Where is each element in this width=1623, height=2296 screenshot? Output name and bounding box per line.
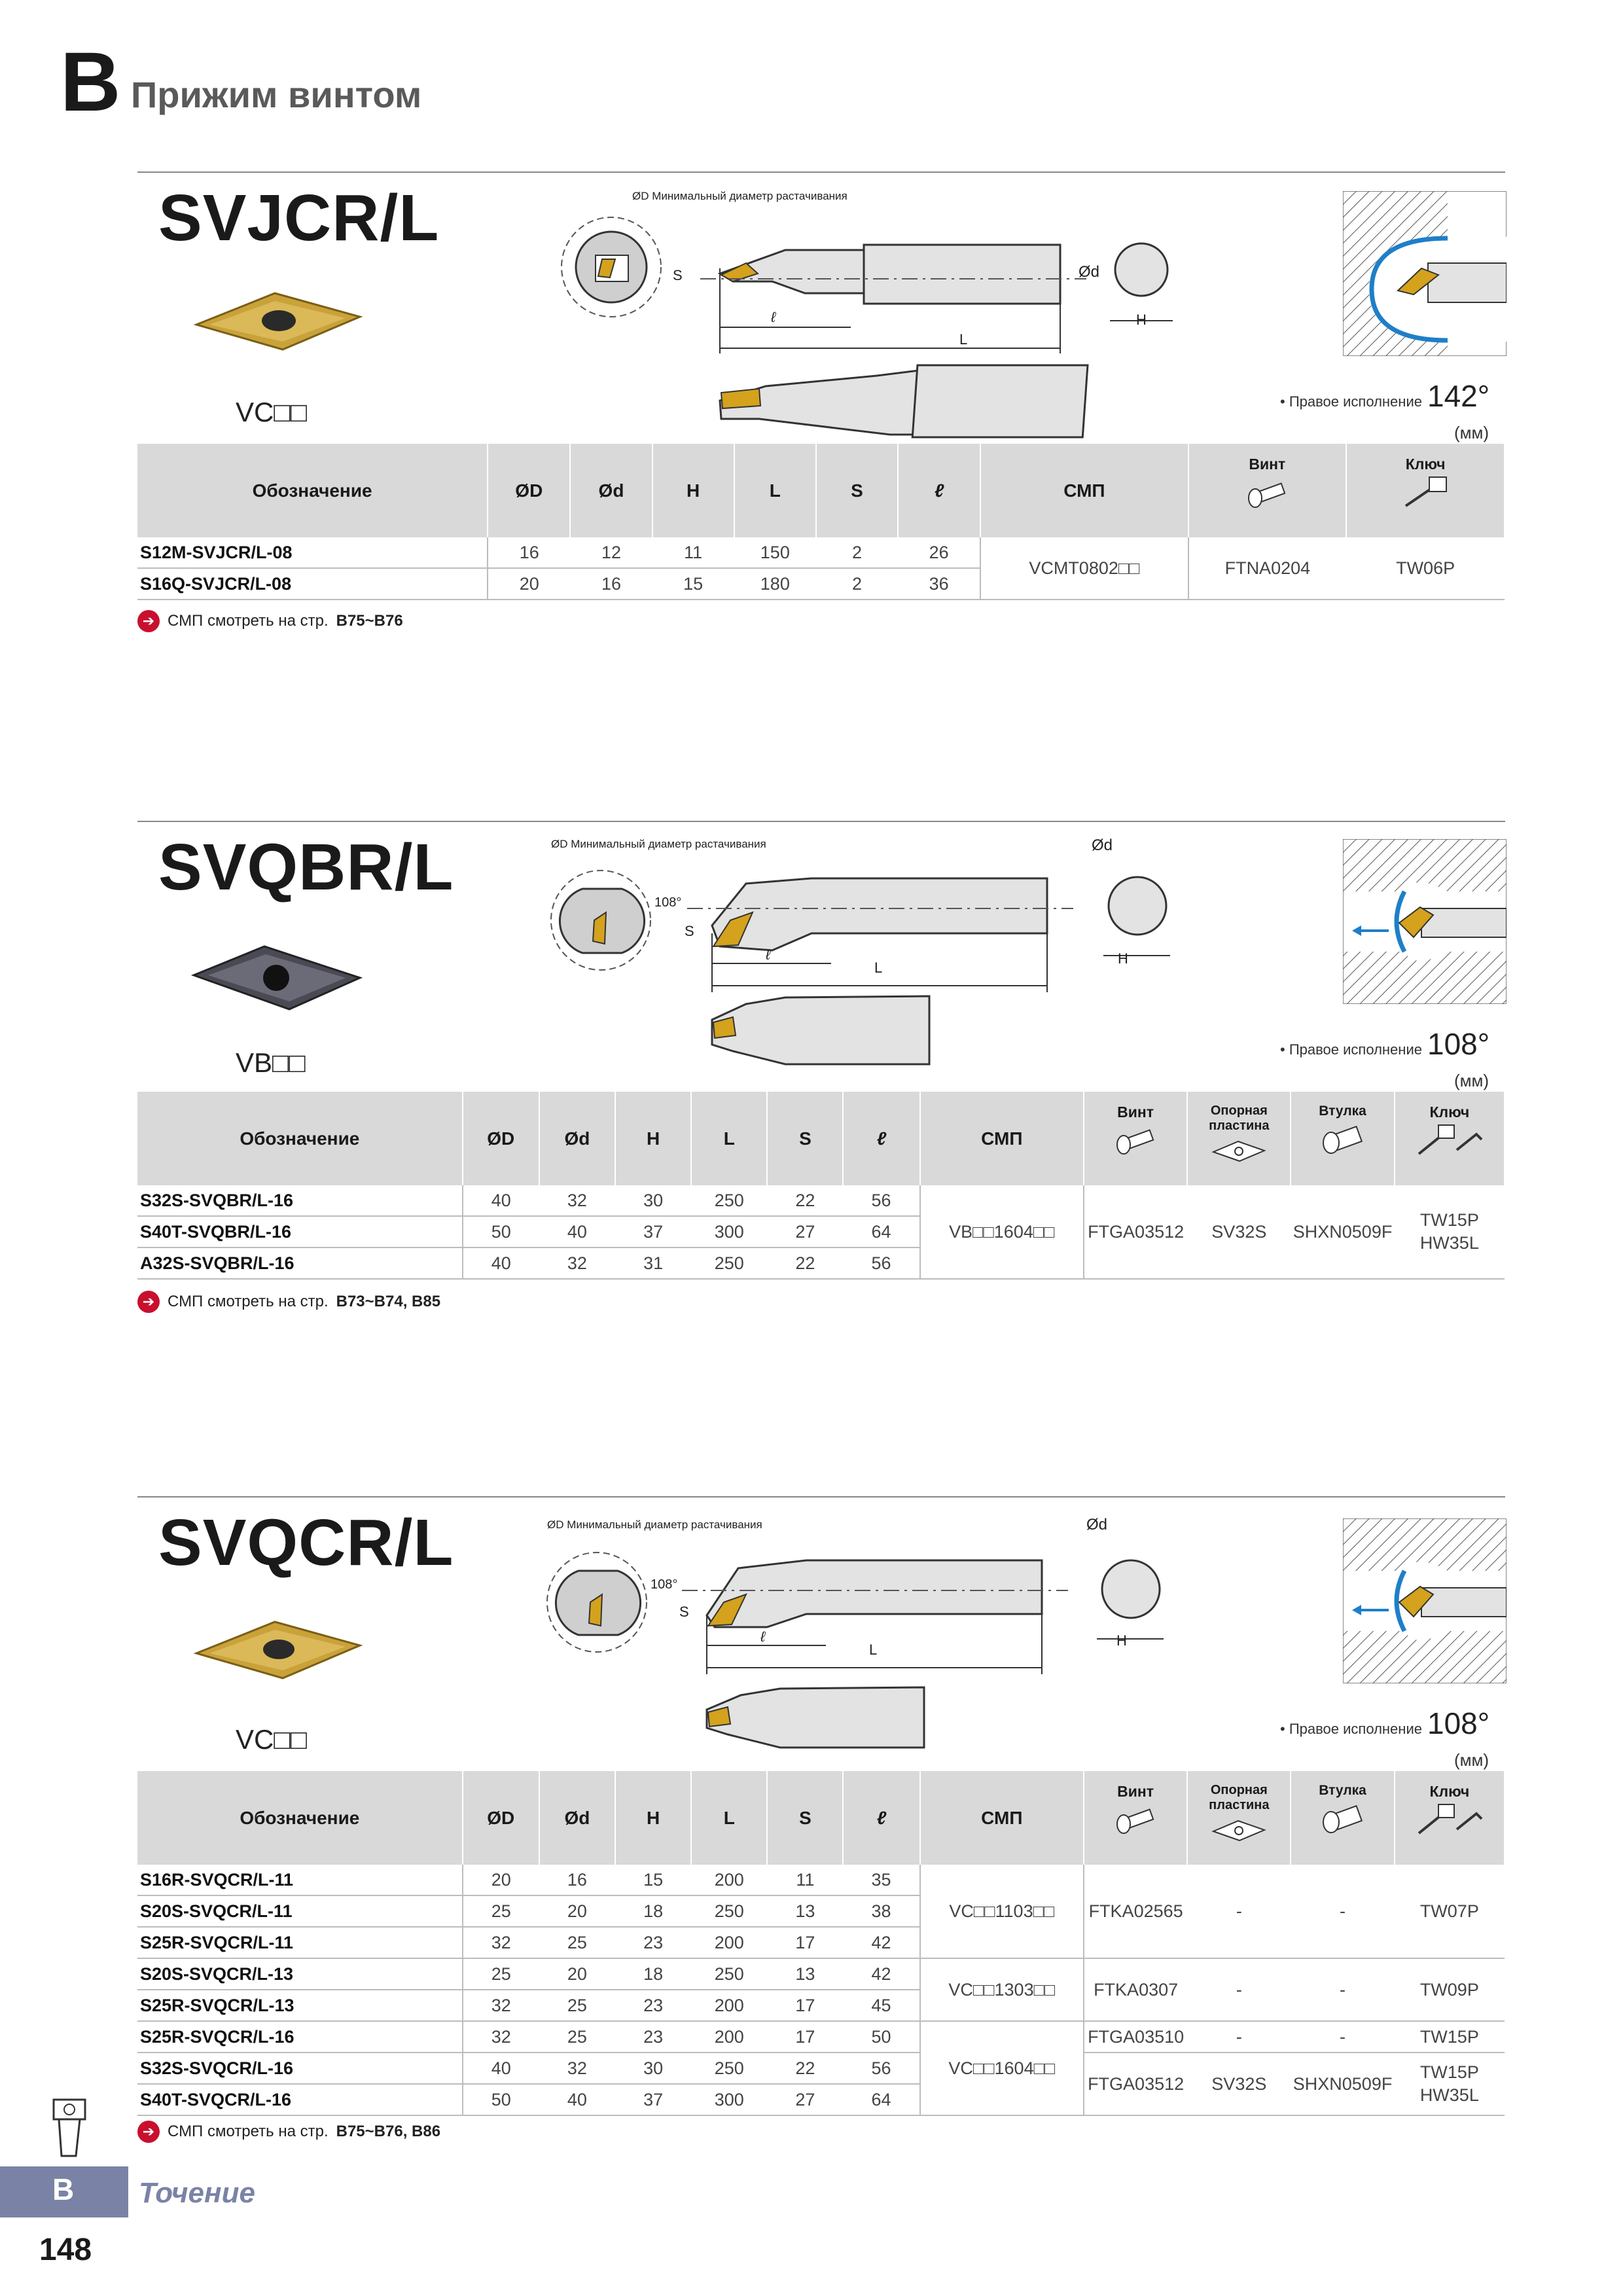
insert-reference: ➔ СМП смотреть на стр. B75~B76, B86 — [137, 2121, 440, 2143]
col-name: Обозначение — [137, 444, 488, 537]
spec-table: Обозначение ØD Ød H L S ℓ СМП Винт Опорная пластина Втулка Ключ S16R-SVQCR/L-11 20 16 15 200 11 35 VC□□1103□□ FTKA02565 - - TW07P S20S-SVQCR/L-11 25 20 18 250 13 38 S25R-SVQCR/L-11 32 25 23 200 17 42 S20S-SVQCR/L-13 25 20 18 250 13 42 VC□□1303□□ FTKA0307 - - TW09P S25R-SVQCR/L-13 32 25 23 200 17 45 S25R-SVQCR/L-16 32 25 23 200 17 50 VC□□1604□□ FTGA03510 - - TW15P S32S-SVQCR/L-16 40 32 30 250 22 56 FTGA03512 SV32S SHXN0509F TW15P HW35L S40T-SVQCR/L-16 50 40 37 300 27 64 — [137, 1771, 1505, 2116]
s-label: S — [685, 923, 694, 939]
table-row: S20S-SVQCR/L-11 25 20 18 250 13 38 — [137, 1895, 1505, 1927]
unit-label: (мм) — [1454, 1071, 1489, 1090]
col-header: ℓ — [898, 444, 980, 537]
dia-d-label: Ød — [1092, 836, 1113, 854]
col-part: Винт — [1084, 1771, 1187, 1865]
key-icon — [1399, 473, 1452, 512]
col-part: Ключ — [1395, 1092, 1505, 1185]
table-row: S25R-SVQCR/L-16 32 25 23 200 17 50 VC□□1604□□ FTGA03510 - - TW15P — [137, 2021, 1505, 2053]
insert-image — [191, 942, 364, 1014]
insert-code: VC□□ — [236, 1724, 308, 1755]
l-small-label: ℓ — [771, 309, 776, 325]
insert-code: VB□□ — [236, 1047, 306, 1078]
col-header: S — [816, 444, 898, 537]
model-title: SVQBR/L — [158, 831, 454, 904]
l-small-label: ℓ — [760, 1628, 766, 1645]
dia-d-label: Ød — [1086, 1516, 1108, 1534]
unit-label: (мм) — [1454, 423, 1489, 442]
angle-mark: 108° — [654, 895, 682, 910]
min-dia-label: ØD Минимальный диаметр растачивания — [551, 838, 766, 850]
col-part: Втулка — [1291, 1771, 1394, 1865]
key-icon — [1414, 1121, 1486, 1158]
application-view — [1343, 839, 1507, 1004]
page-number: 148 — [39, 2233, 92, 2267]
tool-drawing — [537, 848, 1185, 1071]
col-part: Опорная пластина — [1187, 1771, 1291, 1865]
table-row: S40T-SVQCR/L-16 50 40 37 300 27 64 — [137, 2084, 1505, 2115]
section-divider — [137, 1496, 1505, 1498]
min-dia-label: ØD Минимальный диаметр растачивания — [547, 1518, 762, 1531]
key-icon — [1414, 1801, 1486, 1837]
arrow-right-icon: ➔ — [137, 610, 160, 632]
screw-icon — [1241, 473, 1293, 512]
col-header: Ød — [570, 444, 652, 537]
col-part: Винт — [1084, 1092, 1187, 1185]
table-row: S12M-SVJCR/L-08 16 12 11 150 2 26 VCMT0802□□ FTNA0204 TW06P — [137, 537, 1505, 568]
model-title: SVJCR/L — [158, 181, 440, 255]
table-row: S40T-SVQBR/L-16 50 40 37 300 27 64 — [137, 1216, 1505, 1247]
table-row: S32S-SVQBR/L-16 40 32 30 250 22 56 VB□□1604□□ FTGA03512 SV32S SHXN0509F TW15P HW35L — [137, 1185, 1505, 1216]
l-small-label: ℓ — [766, 946, 771, 963]
min-dia-label: ØD Минимальный диаметр растачивания — [632, 190, 847, 202]
sleeve-icon — [1317, 1119, 1369, 1156]
col-part: Ключ — [1395, 1771, 1505, 1865]
l-big-label: L — [869, 1641, 878, 1658]
col-part: Винт — [1188, 444, 1347, 537]
s-label: S — [673, 267, 683, 283]
model-title: SVQCR/L — [158, 1506, 454, 1579]
table-row: S25R-SVQCR/L-13 32 25 23 200 17 45 — [137, 1990, 1505, 2021]
insert-reference: ➔ СМП смотреть на стр. B75~B76 — [137, 610, 403, 632]
angle-mark: 108° — [651, 1577, 678, 1592]
table-row: S25R-SVQCR/L-11 32 25 23 200 17 42 — [137, 1927, 1505, 1958]
shim-icon — [1209, 1134, 1268, 1166]
table-row: S16Q-SVJCR/L-08 20 16 15 180 2 36 — [137, 568, 1505, 600]
application-view — [1343, 1518, 1507, 1683]
turning-tool-icon — [39, 2093, 105, 2161]
arrow-right-icon: ➔ — [137, 2121, 160, 2143]
table-row: S32S-SVQCR/L-16 40 32 30 250 22 56 FTGA03512 SV32S SHXN0509F TW15P HW35L — [137, 2053, 1505, 2084]
angle-spec: • Правое исполнение 108° — [1280, 1027, 1490, 1061]
col-smp: СМП — [980, 444, 1188, 537]
col-header: L — [734, 444, 816, 537]
unit-label: (мм) — [1454, 1750, 1489, 1770]
spec-table — [137, 444, 1505, 600]
section-divider — [137, 171, 1505, 173]
dia-d-label: Ød — [1079, 263, 1100, 281]
right-hand-label: • Правое исполнение — [1280, 393, 1422, 410]
screw-icon — [1109, 1801, 1162, 1837]
angle-value: 142° — [1427, 379, 1490, 413]
insert-image — [194, 1617, 364, 1682]
application-view — [1343, 191, 1507, 356]
page-title: Прижим винтом — [131, 74, 422, 115]
col-part: Ключ — [1346, 444, 1505, 537]
l-big-label: L — [959, 331, 968, 348]
section-letter: B — [60, 35, 121, 129]
s-label: S — [679, 1604, 689, 1620]
spec-table: Обозначение ØD Ød H L S ℓ СМП Винт Опорная пластина Втулка Ключ S32S-SVQBR/L-16 40 32 30 250 22 56 VB□□1604□□ FTGA03512 SV32S SHXN0509F TW15P HW35L S40T-SVQBR/L-16 50 40 37 300 27 64 A32S-SVQBR/L-16 40 32 31 250 22 56 — [137, 1092, 1505, 1280]
chapter-title: Точение — [139, 2177, 255, 2209]
insert-code: VC□□ — [236, 397, 308, 427]
table-row: S16R-SVQCR/L-11 20 16 15 200 11 35 VC□□1103□□ FTKA02565 - - TW07P — [137, 1865, 1505, 1895]
arrow-right-icon: ➔ — [137, 1291, 160, 1313]
angle-spec — [1280, 378, 1489, 414]
chapter-letter: B — [52, 2172, 75, 2206]
col-header: H — [652, 444, 734, 537]
tool-drawing — [531, 1529, 1179, 1751]
col-part: Опорная пластина — [1187, 1092, 1291, 1185]
insert-image — [194, 288, 364, 353]
h-label: H — [1136, 312, 1147, 328]
section-divider — [137, 821, 1505, 822]
l-big-label: L — [874, 960, 883, 976]
col-part: Втулка — [1291, 1092, 1394, 1185]
screw-icon — [1109, 1121, 1162, 1158]
shim-icon — [1209, 1813, 1268, 1846]
table-row: S20S-SVQCR/L-13 25 20 18 250 13 42 VC□□1303□□ FTKA0307 - - TW09P — [137, 1958, 1505, 1990]
tool-drawing — [550, 196, 1178, 445]
col-header: ØD — [488, 444, 570, 537]
h-label: H — [1118, 950, 1128, 967]
insert-reference: ➔ СМП смотреть на стр. B73~B74, B85 — [137, 1291, 440, 1313]
h-label: H — [1116, 1632, 1127, 1649]
sleeve-icon — [1317, 1799, 1369, 1835]
angle-spec: • Правое исполнение 108° — [1280, 1706, 1490, 1740]
table-row: A32S-SVQBR/L-16 40 32 31 250 22 56 — [137, 1247, 1505, 1279]
